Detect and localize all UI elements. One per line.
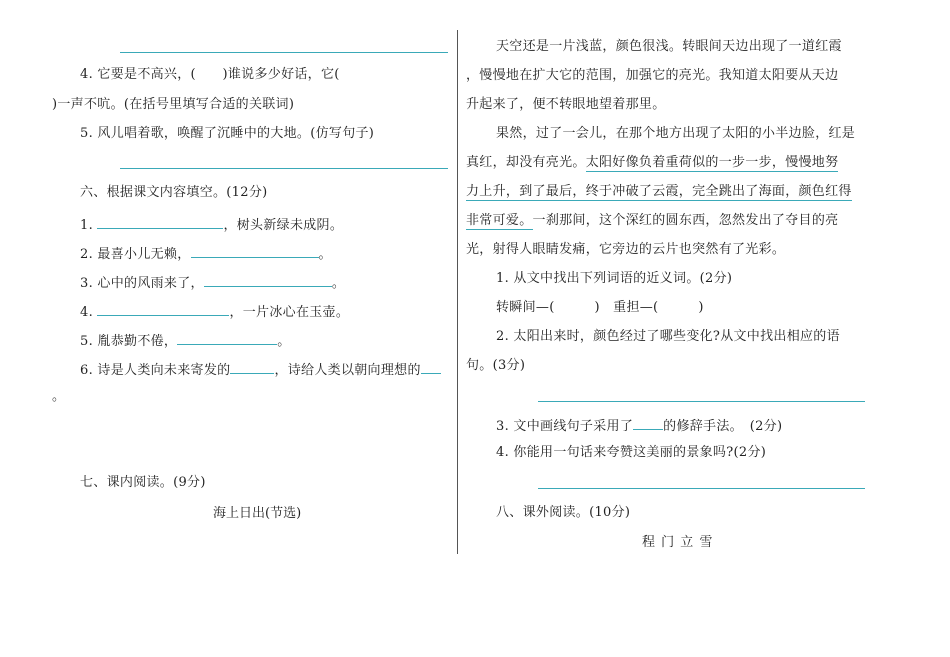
fill-item-2-suffix: 。 — [318, 247, 332, 262]
underlined-sentence-part-3: 非常可爱。 — [466, 213, 533, 228]
fill-item-4-prefix: 4. — [80, 305, 98, 320]
fill-item-2-prefix: 2. 最喜小儿无赖， — [80, 247, 191, 262]
reading-question-2-line-1: 2. 太阳出来时，颜色经过了哪些变化?从文中找出相应的语 — [496, 329, 840, 344]
reading-question-1-items: 转瞬间—( ) 重担—( ) — [496, 300, 704, 315]
fill-item-6 — [80, 359, 441, 380]
answer-line-rq4[interactable] — [538, 488, 865, 489]
question-4-line-2: )一声不吭。(在括号里填写合适的关联词) — [52, 97, 295, 112]
fill-blank-3[interactable] — [204, 272, 332, 287]
reading-question-4: 4. 你能用一句话来夸赞这美丽的景象吗?(2分) — [496, 445, 767, 460]
fill-blank-5[interactable] — [177, 330, 277, 345]
passage-p2-line-5: 光，射得人眼睛发痛，它旁边的云片也突然有了光彩。 — [466, 242, 786, 257]
section-6-title: 六、根据课文内容填空。(12分) — [80, 185, 268, 200]
passage-title: 海上日出(节选) — [213, 506, 302, 521]
fill-item-3 — [80, 272, 345, 293]
fill-item-4-suffix: ，一片冰心在玉壶。 — [229, 305, 350, 320]
passage-p2-line-2-plain: 真红，却没有亮光。 — [466, 155, 586, 170]
fill-item-3-prefix: 3. 心中的风雨来了， — [80, 276, 204, 291]
passage-p2-line-4-plain: 一刹那间，这个深红的圆东西，忽然发出了夺目的亮 — [532, 213, 839, 228]
fill-blank-1[interactable] — [97, 214, 223, 229]
passage-p1-line-1: 天空还是一片浅蓝，颜色很浅。转眼间天边出现了一道红霞 — [496, 39, 842, 54]
answer-line-top[interactable] — [120, 52, 448, 53]
passage-2-title: 程 门 立 雪 — [642, 535, 714, 550]
fill-item-1-suffix: ，树头新绿未成阴。 — [223, 218, 344, 233]
fill-item-6-part-b: ，诗给人类以朝向理想的 — [274, 363, 421, 378]
underlined-sentence-part-1: 太阳好像负着重荷似的一步一步，慢慢地努 — [585, 155, 839, 170]
answer-line-q5[interactable] — [120, 168, 448, 169]
fill-blank-2[interactable] — [191, 243, 319, 258]
reading-question-1: 1. 从文中找出下列词语的近义词。(2分) — [496, 271, 733, 286]
passage-p1-line-2: ，慢慢地在扩大它的范围，加强它的亮光。我知道太阳要从天边 — [466, 68, 839, 83]
fill-blank-4[interactable] — [97, 301, 229, 316]
fill-item-3-suffix: 。 — [331, 276, 346, 291]
passage-p2-line-3 — [466, 183, 852, 201]
fill-item-5-prefix: 5. 胤恭勤不倦， — [80, 334, 178, 349]
rhetoric-blank[interactable] — [633, 415, 663, 430]
fill-item-5 — [80, 330, 291, 351]
fill-item-1-prefix: 1. — [80, 218, 98, 233]
fill-blank-6b[interactable] — [421, 359, 441, 374]
passage-p1-line-3: 升起来了，便不转眼地望着那里。 — [466, 97, 666, 112]
reading-question-3 — [496, 415, 782, 436]
fill-item-6-end: 。 — [52, 389, 66, 404]
fill-blank-6a[interactable] — [230, 359, 274, 374]
fill-item-1 — [80, 214, 343, 235]
fill-item-5-suffix: 。 — [277, 334, 291, 349]
fill-item-6-part-a: 6. 诗是人类向未来寄发的 — [80, 363, 231, 378]
reading-question-2-line-2: 句。(3分) — [466, 358, 526, 373]
question-5: 5. 风儿唱着歌，唤醒了沉睡中的大地。(仿写句子) — [80, 126, 375, 141]
passage-p2-line-4 — [466, 212, 838, 230]
passage-p2-line-2 — [466, 154, 838, 172]
answer-line-rq2[interactable] — [538, 401, 865, 402]
question-4-line-1: 4. 它要是不高兴，( )谁说多少好话，它( — [80, 67, 340, 82]
underlined-sentence-part-2: 力上升，到了最后，终于冲破了云霞，完全跳出了海面，颜色红得 — [466, 184, 852, 199]
section-7-title: 七、课内阅读。(9分) — [80, 475, 206, 490]
column-divider — [457, 30, 458, 554]
fill-item-2 — [80, 243, 332, 264]
reading-question-3-part-a: 3. 文中画线句子采用了 — [496, 419, 634, 434]
reading-question-3-part-b: 的修辞手法。 (2分) — [663, 419, 783, 434]
fill-item-4 — [80, 301, 349, 322]
section-8-title: 八、课外阅读。(10分) — [496, 505, 631, 520]
passage-p2-line-1: 果然，过了一会儿，在那个地方出现了太阳的小半边脸，红是 — [496, 126, 856, 141]
